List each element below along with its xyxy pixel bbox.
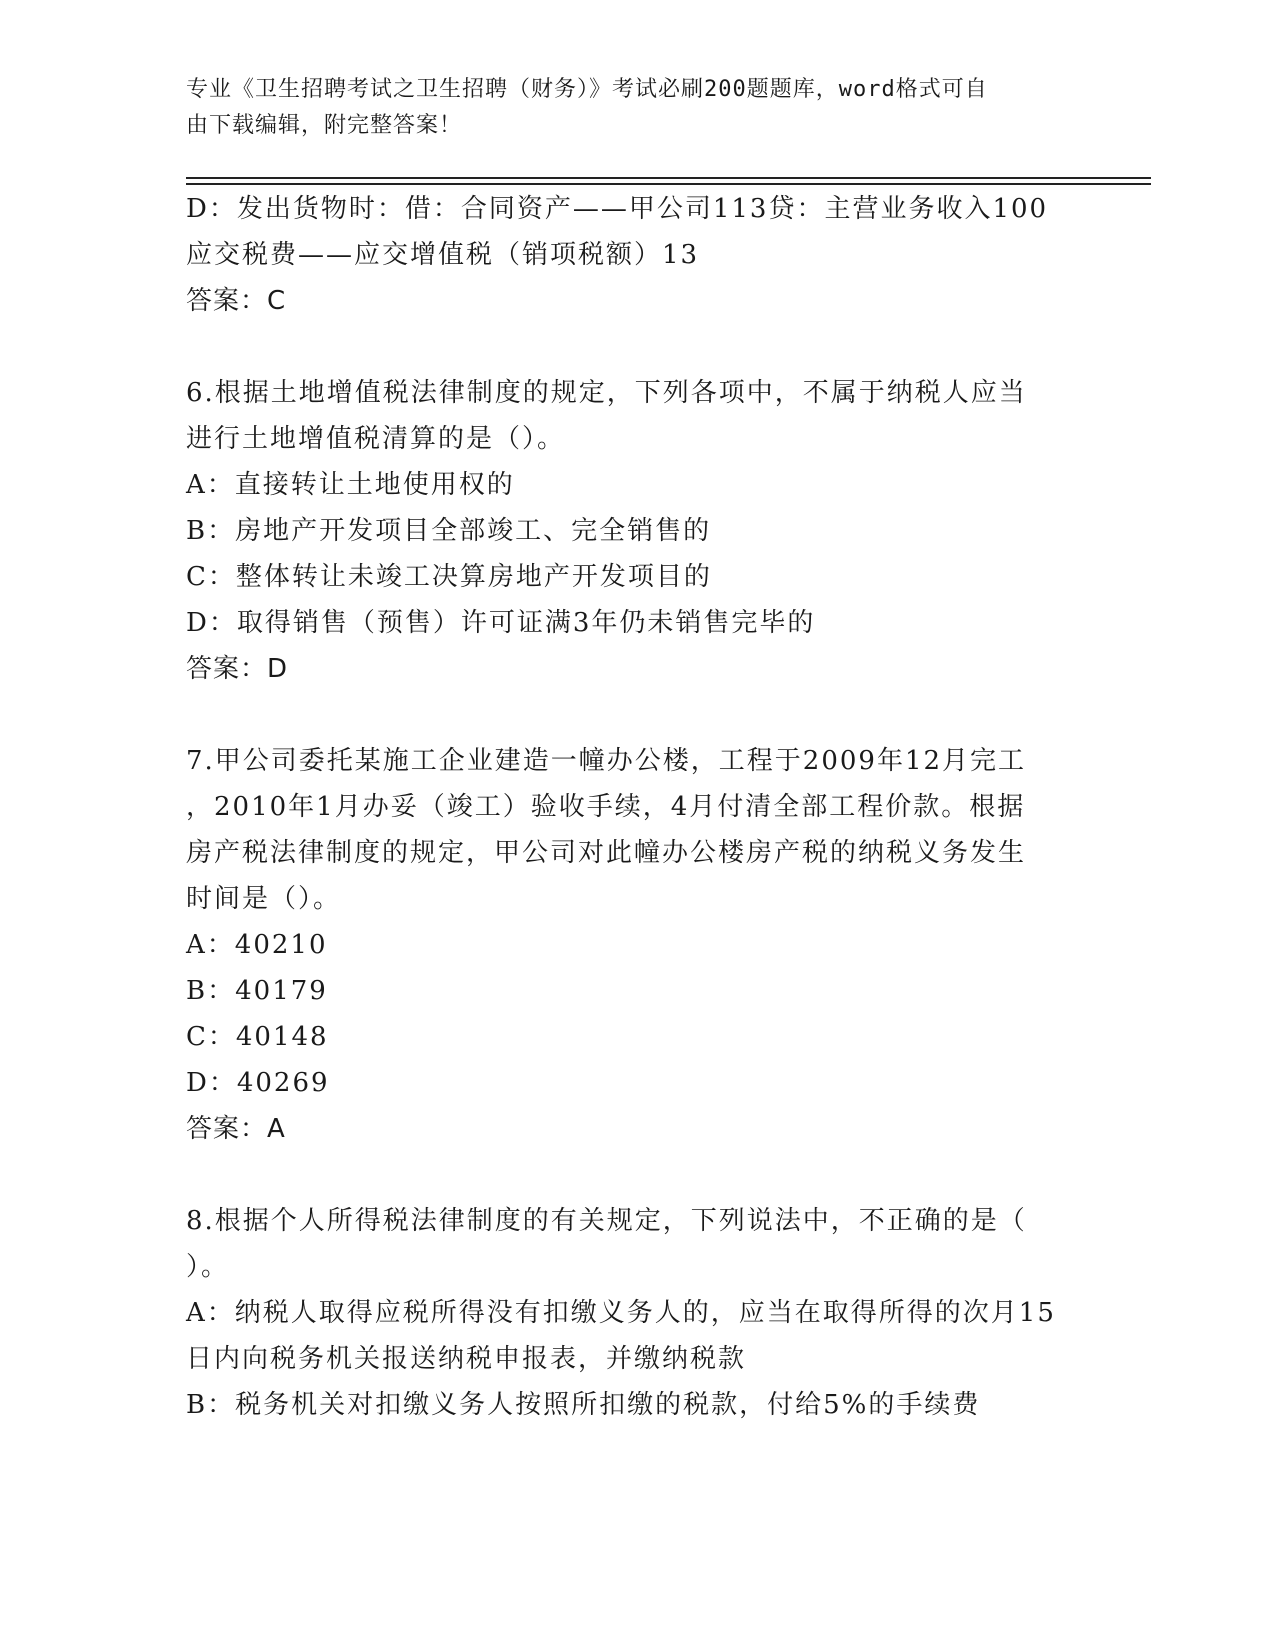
question-stem-line: 8.根据个人所得税法律制度的有关规定，下列说法中，不正确的是（	[186, 1206, 1027, 1236]
header-rule-bottom	[186, 183, 1151, 185]
block-gap	[186, 1152, 1116, 1198]
question-block-6	[186, 370, 1116, 692]
option-b: B：税务机关对扣缴义务人按照所扣缴的税款，付给5%的手续费	[186, 1390, 981, 1420]
document-header	[186, 72, 1066, 144]
block-gap	[186, 692, 1116, 738]
header-rule-top	[186, 177, 1151, 179]
question-stem-line: ，2010年1月办妥（竣工）验收手续，4月付清全部工程价款。根据	[186, 792, 1026, 822]
answer-line: 答案：C	[186, 286, 287, 316]
question-list	[186, 186, 1116, 1428]
question-block-8	[186, 1198, 1116, 1428]
question-stem-line: 时间是（）。	[186, 884, 342, 914]
question-stem-line: 6.根据土地增值税法律制度的规定，下列各项中，不属于纳税人应当	[186, 378, 1027, 408]
option-a: A：纳税人取得应税所得没有扣缴义务人的，应当在取得所得的次月15	[186, 1298, 1056, 1328]
question-stem-line: 进行土地增值税清算的是（）。	[186, 424, 566, 454]
question-stem-line: 7.甲公司委托某施工企业建造一幢办公楼，工程于2009年12月完工	[186, 746, 1027, 776]
option-d: D：40269	[186, 1068, 330, 1098]
option-a: A：直接转让土地使用权的	[186, 470, 515, 500]
question-stem-line: 房产税法律制度的规定，甲公司对此幢办公楼房产税的纳税义务发生	[186, 838, 1027, 868]
question-stem-line: ）。	[186, 1252, 230, 1282]
option-a-continued: 日内向税务机关报送纳税申报表，并缴纳税款	[186, 1344, 747, 1374]
option-a: A：40210	[186, 930, 328, 960]
option-d: D：取得销售（预售）许可证满3年仍未销售完毕的	[186, 608, 816, 638]
option-c: C：整体转让未竣工决算房地产开发项目的	[186, 562, 712, 592]
header-line-2: 由下载编辑，附完整答案！	[186, 113, 463, 138]
header-line-1: 专业《卫生招聘考试之卫生招聘（财务）》考试必刷200题题库，word格式可自	[186, 77, 988, 102]
answer-line: 答案：D	[186, 654, 289, 684]
block-gap	[186, 324, 1116, 370]
answer-line: 答案：A	[186, 1114, 286, 1144]
option-b: B：房地产开发项目全部竣工、完全销售的	[186, 516, 712, 546]
question-line: D：发出货物时：借：合同资产——甲公司113贷：主营业务收入100	[186, 194, 1049, 224]
question-block-7	[186, 738, 1116, 1152]
option-c: C：40148	[186, 1022, 329, 1052]
question-line: 应交税费——应交增值税（销项税额）13	[186, 240, 700, 270]
option-b: B：40179	[186, 976, 328, 1006]
question-block-5	[186, 186, 1116, 324]
